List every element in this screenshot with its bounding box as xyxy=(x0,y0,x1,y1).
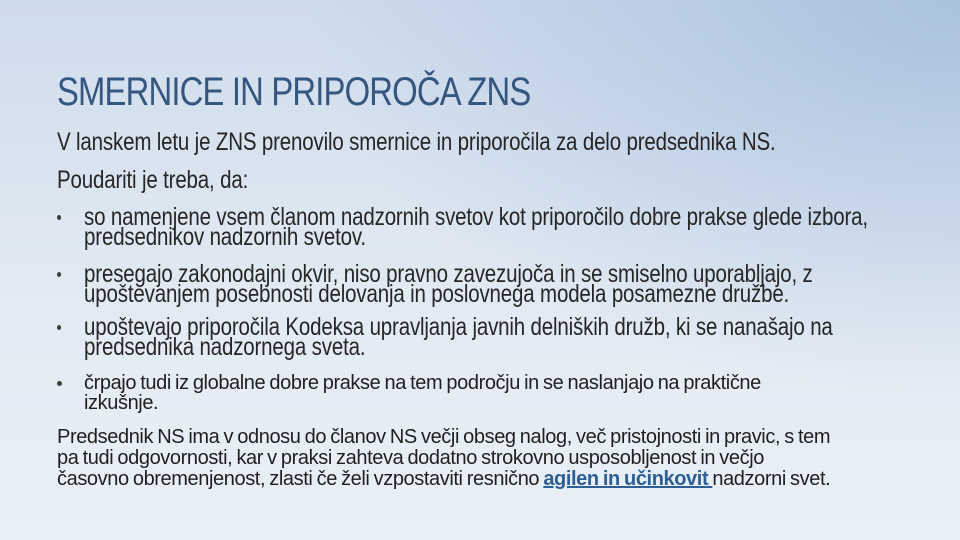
bullet-line: upoštevajo priporočila Kodeksa upravljanja javnih delniških družb, ki se nanašajo na xyxy=(84,313,833,341)
bullet-line: upoštevanjem posebnosti delovanja in poslovnega modela posamezne družbe. xyxy=(84,280,790,308)
bullet-dot-icon xyxy=(57,215,61,220)
bullet-text xyxy=(84,203,868,251)
bullet-line: predsednikov nadzornih svetov. xyxy=(84,223,366,251)
bullet-text xyxy=(84,373,761,413)
bullet-text xyxy=(84,260,813,308)
bullet-line: predsednika nadzornega sveta. xyxy=(84,333,366,361)
closing-paragraph xyxy=(57,427,830,490)
bullet-text xyxy=(84,313,833,361)
closing-line-text: nadzorni svet. xyxy=(712,468,831,490)
bullet-item-2 xyxy=(57,260,813,308)
bullet-item-1 xyxy=(57,203,868,251)
closing-line xyxy=(57,469,830,490)
bullet-dot-icon xyxy=(57,272,61,277)
intro-lead-in: Poudariti je treba, da: xyxy=(57,166,249,194)
bullet-line: presegajo zakonodajni okvir, niso pravno zavezujoča in se smiselno uporabljajo, z xyxy=(84,260,813,288)
bullet-item-4 xyxy=(57,373,761,413)
bullet-dot-icon xyxy=(57,381,62,386)
bullet-dot-icon xyxy=(57,325,61,330)
bullet-item-3 xyxy=(57,313,833,361)
bullet-line: izkušnje. xyxy=(84,392,159,414)
bullet-line: črpajo tudi iz globalne dobre prakse na tem področju in se naslanjajo na praktične xyxy=(84,372,761,394)
slide-title: SMERNICE IN PRIPOROČA ZNS xyxy=(57,70,531,114)
hyperlink-agilen-in-ucinkovit[interactable]: agilen in učinkovit xyxy=(543,468,713,490)
bullet-line: so namenjene vsem članom nadzornih svetov kot priporočilo dobre prakse glede izbora, xyxy=(84,203,868,231)
closing-line-text: časovno obremenjenost, zlasti če želi vzpostaviti resnično xyxy=(57,468,544,490)
closing-line: Predsednik NS ima v odnosu do članov NS večji obseg nalog, več pristojnosti in pravic, s tem xyxy=(57,426,831,448)
intro-paragraph: V lanskem letu je ZNS prenovilo smernice in priporočila za delo predsednika NS. xyxy=(57,128,776,156)
closing-line: pa tudi odgovornosti, kar v praksi zahteva dodatno strokovno usposobljenost in večjo xyxy=(57,447,764,469)
